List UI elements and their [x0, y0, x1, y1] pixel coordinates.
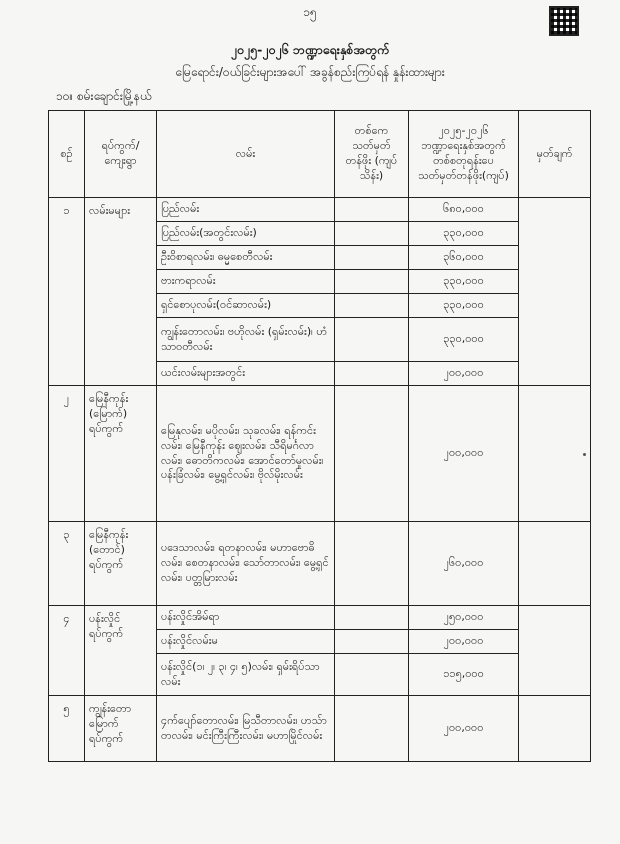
price-value: ၆၈၀,၀၀၀ — [409, 198, 519, 222]
area-name: ပန်းလှိုင် ရပ်ကွက် — [85, 606, 157, 696]
header-previous-value: တစ်ကေ သတ်မှတ် တန်ဖိုး (ကျပ်သိန်း) — [335, 111, 409, 198]
header-no: စဉ် — [49, 111, 85, 198]
street-name: ပန်းလှိုင်(၁၊ ၂၊ ၃၊ ၄၊ ၅)လမ်း၊ ရှမ်းရိပ်သာလမ်း — [157, 654, 335, 696]
previous-value — [335, 198, 409, 222]
document-subtitle: မြေရောင်း/ဝယ်ခြင်းများအပေါ် အခွန်စည်းကြပ်ရန် နှုန်းထားများ — [175, 65, 445, 79]
header-remark: မှတ်ချက် — [519, 111, 591, 198]
street-name: ပြည်လမ်း(အတွင်းလမ်း) — [157, 222, 335, 246]
row-number: ၂ — [49, 386, 85, 522]
row-number: ၃ — [49, 522, 85, 606]
remark-cell — [519, 606, 591, 696]
row-number: ၅ — [49, 696, 85, 762]
row-number: ၁ — [49, 198, 85, 386]
area-name: ကျွန်းတော မြောက် ရပ်ကွက် — [85, 696, 157, 762]
table-row — [49, 386, 591, 522]
previous-value — [335, 222, 409, 246]
previous-value — [335, 270, 409, 294]
ink-dot — [583, 453, 586, 456]
price-value: ၂၆၀,၀၀၀ — [409, 522, 519, 606]
remark-cell — [519, 522, 591, 606]
previous-value — [335, 522, 409, 606]
previous-value — [335, 630, 409, 654]
previous-value — [335, 362, 409, 386]
price-value: ၃၃၀,၀၀၀ — [409, 222, 519, 246]
previous-value — [335, 696, 409, 762]
remark-cell — [519, 696, 591, 762]
rate-table — [48, 110, 591, 762]
table-header-row — [49, 111, 591, 198]
row-number: ၄ — [49, 606, 85, 696]
previous-value — [335, 654, 409, 696]
area-name: မြေနီကုန်း (တောင်) ရပ်ကွက် — [85, 522, 157, 606]
price-value: ၂၅၀,၀၀၀ — [409, 606, 519, 630]
header-street: လမ်း — [157, 111, 335, 198]
previous-value — [335, 318, 409, 362]
street-name: ၄က်ပျော်တောလမ်း၊ မြသီတာလမ်း၊ ဟသ်ာတလမ်း၊ မင်းကြီးကြီးလမ်း၊ မဟာမြိုင်လမ်း — [157, 696, 335, 762]
street-name: ပဒေသာလမ်း၊ ရတနာလမ်း၊ မဟာဗောဓိလမ်း၊ စေတနာလမ်း၊ သော်တာလမ်း၊ မွေ့ရှင်လမ်း၊ ပတ္တမြားလမ်း — [157, 522, 335, 606]
previous-value — [335, 294, 409, 318]
table-row — [49, 696, 591, 762]
street-name: ပန်းလှိုင်လမ်းမ — [157, 630, 335, 654]
table-row — [49, 198, 591, 222]
document-title: ၂၀၂၅-၂၀၂၆ ဘဏ္ဍာရေးနှစ်အတွက် — [230, 42, 390, 57]
remark-cell — [519, 386, 591, 522]
previous-value — [335, 246, 409, 270]
price-value: ၂၀၀,၀၀၀ — [409, 362, 519, 386]
street-name: ယင်းလမ်းများအတွင်း — [157, 362, 335, 386]
price-value: ၃၃၀,၀၀၀ — [409, 294, 519, 318]
street-name: ဦးဝိစာရလမ်း၊ ဓမ္မစေတီလမ်း — [157, 246, 335, 270]
price-value: ၁၁၅,၀၀၀ — [409, 654, 519, 696]
table-row — [49, 606, 591, 630]
previous-value — [335, 606, 409, 630]
section-heading: ၁၀။ စမ်းချောင်းမြို့နယ် — [56, 89, 152, 103]
price-value: ၃၃၀,၀၀၀ — [409, 270, 519, 294]
street-name: ရှင်စောပုလမ်း(ဝင်ဆာလမ်း) — [157, 294, 335, 318]
price-value: ၃၃၀,၀၀၀ — [409, 318, 519, 362]
street-name: ကျွန်းတောလမ်း၊ ဗဟိုလမ်း (ရှမ်းလမ်း)၊ ဟံသာဝတီလမ်း — [157, 318, 335, 362]
street-name: ပန်းလှိုင်အိမ်ရာ — [157, 606, 335, 630]
area-name: လမ်းမများ — [85, 198, 157, 386]
street-name: မြေနုလမ်း၊ မပိုလမ်း၊ သုခလမ်း၊ ရန်ကင်းလမ်း၊ မြေနီကုန်း ဈေးလမ်း၊ သီရိမင်္ဂလာလမ်း၊ ဓောတိကလမ်း၊ အောင်တော်မူလမ်း၊ ပန်းခြံလမ်း၊ မွေ့ရှင်လမ်း၊ ဗိုလ်မိုးလမ်း — [157, 386, 335, 522]
header-new-value: ၂၀၂၅-၂၀၂၆ ဘဏ္ဍာရေးနှစ်အတွက် တစ်စတုရန်းပေ သတ်မှတ်တန်ဖိုး(ကျပ်) — [409, 111, 519, 198]
table-row — [49, 522, 591, 606]
price-value: ၂၀၀,၀၀၀ — [409, 386, 519, 522]
street-name: ပြည်လမ်း — [157, 198, 335, 222]
price-value: ၂၀၀,၀၀၀ — [409, 630, 519, 654]
qr-code — [549, 6, 579, 36]
price-value: ၂၀၀,၀၀၀ — [409, 696, 519, 762]
header-area: ရပ်ကွက်/ ကျေးရွာ — [85, 111, 157, 198]
price-value: ၃၆၀,၀၀၀ — [409, 246, 519, 270]
page-number: ၁၅ — [303, 5, 317, 19]
remark-cell — [519, 198, 591, 386]
previous-value — [335, 386, 409, 522]
street-name: ဗားကရာလမ်း — [157, 270, 335, 294]
area-name: မြေနီကုန်း (မြောက်) ရပ်ကွက် — [85, 386, 157, 522]
